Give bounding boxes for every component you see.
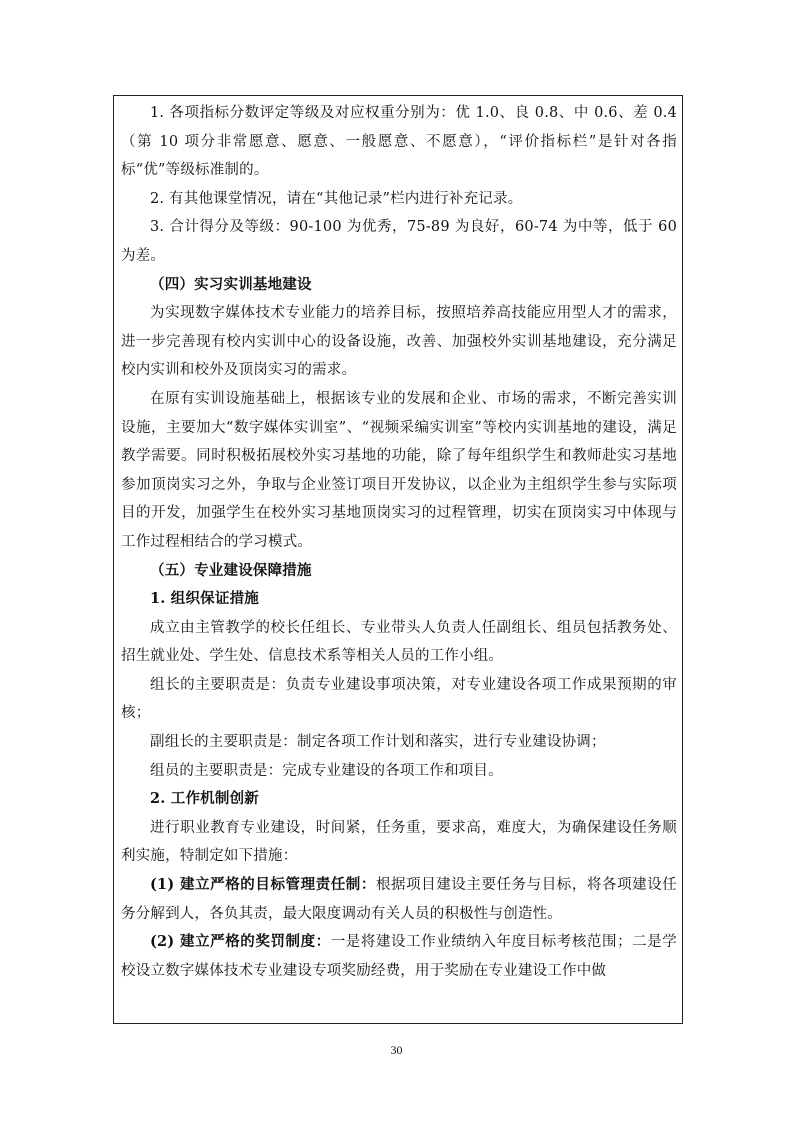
subsection-1-heading: 1. 组织保证措施 <box>150 590 259 608</box>
subsection-1-paragraph: 成立由主管教学的校长任组长、专业带头人负责人任副组长、组员包括教务处、招生就业处、学生处、信息技术系等相关人员的工作小组。 <box>121 619 677 665</box>
note-3: 3. 合计得分及等级：90-100 为优秀，75-89 为良好，60-74 为中等，低于 60 为差。 <box>121 219 677 264</box>
subsection-1-paragraph: 副组长的主要职责是：制定各项工作计划和落实，进行专业建设协调； <box>150 734 606 751</box>
measure-item-2-label: (2) 建立严格的奖罚制度： <box>150 933 331 951</box>
measure-item-1-text: 根据项目建设主要任务与目标，将各项建设任务分解到人，各负其责，最大限度调动有关人员的积极性与创造性。 <box>121 877 677 922</box>
measure-item-2-text: 一是将建设工作业绩纳入年度目标考核范围；二是学校设立数字媒体技术专业建设专项奖励经费，用于奖励在专业建设工作中做 <box>121 934 677 979</box>
measure-item-1-label: (1) 建立严格的目标管理责任制： <box>150 876 376 894</box>
subsection-1-paragraph: 组员的主要职责是：完成专业建设的各项工作和项目。 <box>150 762 503 779</box>
measure-item-1 <box>121 871 677 928</box>
note-2: 2. 有其他课堂情况，请在“其他记录”栏内进行补充记录。 <box>150 190 523 207</box>
section-4-paragraph: 在原有实训设施基础上，根据该专业的发展和企业、市场的需求，不断完善实训设施，主要加大“数字媒体实训室”、“视频采编实训室”等校内实训基地的建设，满足教学需要。同时积极拓展校外实习基地的功能，除了每年组织学生和教师赴实习基地参加顶岗实习之外，争取与企业签订项目开发协议，以企业为主组织学生参与实际项目的开发，加强学生在校外实习基地顶岗实习的过程管理，切实在顶岗实习中体现与工作过程相结合的学习模式。 <box>121 390 677 550</box>
document-body <box>121 99 677 985</box>
subsection-1-paragraph: 组长的主要职责是：负责专业建设事项决策，对专业建设各项工作成果预期的审核； <box>121 676 677 722</box>
section-5-heading: （五）专业建设保障措施 <box>150 561 312 579</box>
measure-item-2 <box>121 928 677 985</box>
section-4-heading: （四）实习实训基地建设 <box>150 275 312 293</box>
subsection-2-heading: 2. 工作机制创新 <box>150 790 259 808</box>
subsection-2-intro: 进行职业教育专业建设，时间紧，任务重，要求高，难度大，为确保建设任务顺利实施，特制定如下措施： <box>121 819 677 865</box>
page-number: 30 <box>390 1043 403 1057</box>
note-1: 1. 各项指标分数评定等级及对应权重分别为：优 1.0、良 0.8、中 0.6、差 0.4（第 10 项分非常愿意、愿意、一般愿意、不愿意），“评价指标栏”是针对各指标“优”等级标准制的。 <box>121 105 677 179</box>
section-4-paragraph: 为实现数字媒体技术专业能力的培养目标，按照培养高技能应用型人才的需求，进一步完善现有校内实训中心的设备设施，改善、加强校外实训基地建设，充分满足校内实训和校外及顶岗实习的需求。 <box>121 305 677 379</box>
